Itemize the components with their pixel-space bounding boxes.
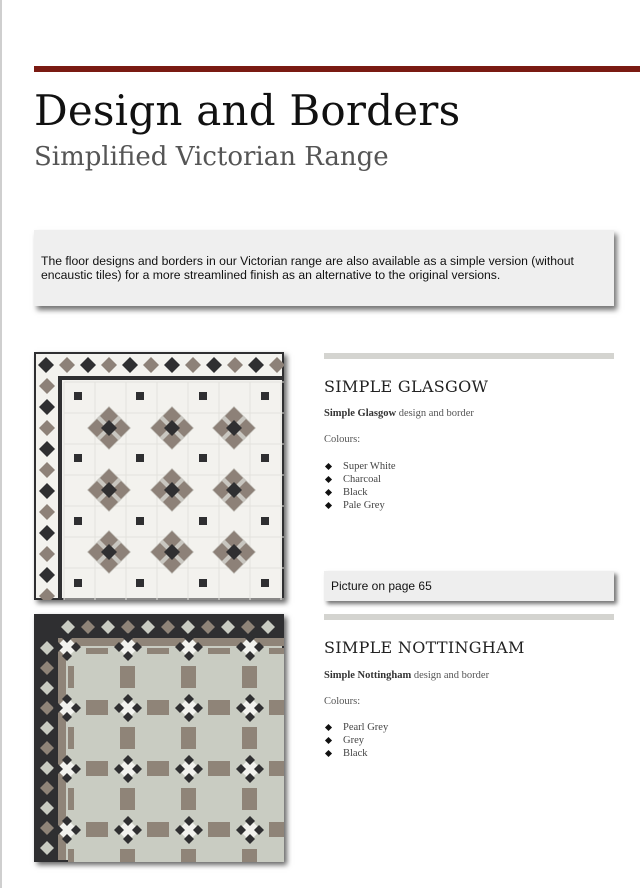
glasgow-colour-list [324, 460, 396, 512]
page-edge [0, 0, 2, 888]
intro-text: The floor designs and borders in our Victorian range are also available as a simple version (without encaustic tiles) for a more streamlined finish as an alternative to the original versions. [41, 254, 574, 282]
list-item: Super White [324, 460, 396, 473]
glasgow-title: SIMPLE GLASGOW [324, 377, 489, 396]
nottingham-tile-image [34, 614, 284, 862]
list-item: Black [324, 747, 388, 760]
nottingham-title: SIMPLE NOTTINGHAM [324, 638, 525, 657]
page-subtitle: Simplified Victorian Range [34, 142, 389, 172]
nottingham-desc-rest: design and border [411, 670, 490, 681]
diamond-bullet-icon [325, 750, 332, 757]
top-rule [34, 66, 640, 72]
diamond-bullet-icon [325, 502, 332, 509]
glasgow-rule [324, 353, 614, 359]
list-item: Pearl Grey [324, 721, 388, 734]
glasgow-colours-label: Colours: [324, 434, 361, 445]
diamond-bullet-icon [325, 737, 332, 744]
nottingham-desc-bold: Simple Nottingham [324, 670, 412, 681]
diamond-bullet-icon [325, 476, 332, 483]
intro-box [34, 230, 614, 306]
diamond-bullet-icon [325, 489, 332, 496]
glasgow-description [324, 408, 474, 419]
glasgow-desc-bold: Simple Glasgow [324, 408, 397, 419]
page-title: Design and Borders [34, 86, 461, 135]
list-item: Pale Grey [324, 499, 396, 512]
nottingham-description [324, 670, 489, 681]
list-item: Grey [324, 734, 388, 747]
diamond-bullet-icon [325, 724, 332, 731]
list-item: Charcoal [324, 473, 396, 486]
nottingham-rule [324, 614, 614, 620]
nottingham-colour-list [324, 721, 388, 760]
diamond-bullet-icon [325, 463, 332, 470]
glasgow-tile-image [34, 352, 284, 600]
glasgow-pattern [34, 352, 284, 600]
picture-reference-text: Picture on page 65 [331, 579, 432, 593]
nottingham-pattern [34, 614, 284, 862]
glasgow-desc-rest: design and border [396, 408, 474, 419]
picture-reference-box [324, 571, 614, 601]
nottingham-colours-label: Colours: [324, 696, 361, 707]
list-item: Black [324, 486, 396, 499]
